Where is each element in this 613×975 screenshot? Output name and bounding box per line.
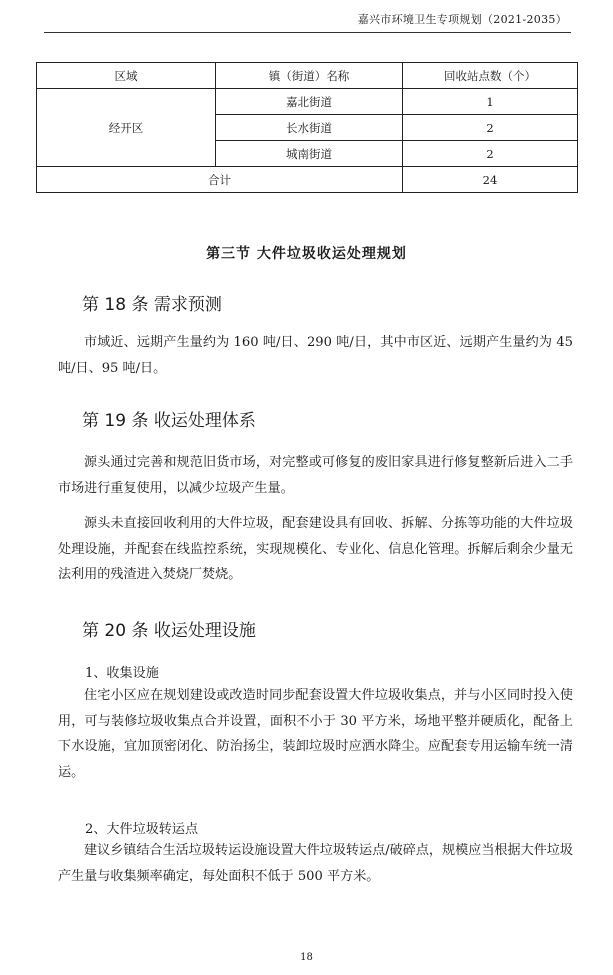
subsection-title: 2、大件垃圾转运点 — [85, 822, 199, 837]
body-paragraph: 建议乡镇结合生活垃圾转运设施设置大件垃圾转运点/破碎点，规模应当根据大件垃圾产生量与收集频率确定，每处面积不低于 500 平方米。 — [58, 843, 573, 884]
station-count-cell: 1 — [403, 89, 578, 115]
station-count-cell: 2 — [403, 141, 578, 167]
town-name-cell: 长水街道 — [216, 115, 403, 141]
town-name-cell: 嘉北街道 — [216, 89, 403, 115]
station-count-cell: 2 — [403, 115, 578, 141]
page-number: 18 — [300, 952, 313, 963]
article-heading: 第 20 条 收运处理设施 — [82, 621, 256, 641]
column-header-town: 镇（街道）名称 — [216, 63, 403, 89]
recycling-stations-table — [36, 62, 578, 193]
article-heading: 第 18 条 需求预测 — [82, 295, 222, 315]
running-header-title: 嘉兴市环境卫生专项规划（2021-2035） — [357, 13, 567, 26]
town-name-cell: 城南街道 — [216, 141, 403, 167]
table-row — [37, 89, 578, 115]
column-header-count: 回收站点数（个） — [403, 63, 578, 89]
body-paragraph: 市域近、远期产生量约为 160 吨/日、290 吨/日，其中市区近、远期产生量约为 45 吨/日、95 吨/日。 — [58, 335, 573, 376]
subsection-title: 1、收集设施 — [85, 666, 159, 681]
article-heading: 第 19 条 收运处理体系 — [82, 411, 256, 431]
region-cell: 经开区 — [37, 89, 216, 167]
table-header-row — [37, 63, 578, 89]
body-paragraph: 源头未直接回收利用的大件垃圾，配套建设具有回收、拆解、分拣等功能的大件垃圾处理设施，并配套在线监控系统，实现规模化、专业化、信息化管理。拆解后剩余少量无法利用的残渣进入焚烧厂焚烧。 — [58, 516, 573, 582]
column-header-region: 区域 — [37, 63, 216, 89]
total-label-cell: 合计 — [37, 167, 403, 193]
body-paragraph: 住宅小区应在规划建设或改造时同步配套设置大件垃圾收集点，并与小区同时投入使用，可与装修垃圾收集点合并设置，面积不小于 30 平方米，场地平整并硬质化，配备上下水设施，宜加顶密闭化、防治扬尘，装卸垃圾时应洒水降尘。应配套专用运输车统一清运。 — [58, 688, 573, 780]
body-paragraph: 源头通过完善和规范旧货市场，对完整或可修复的废旧家具进行修复整新后进入二手市场进行重复使用，以减少垃圾产生量。 — [58, 455, 573, 496]
section-heading: 第三节 大件垃圾收运处理规划 — [206, 246, 407, 262]
table-total-row — [37, 167, 578, 193]
header-divider — [44, 32, 571, 33]
total-value-cell: 24 — [403, 167, 578, 193]
